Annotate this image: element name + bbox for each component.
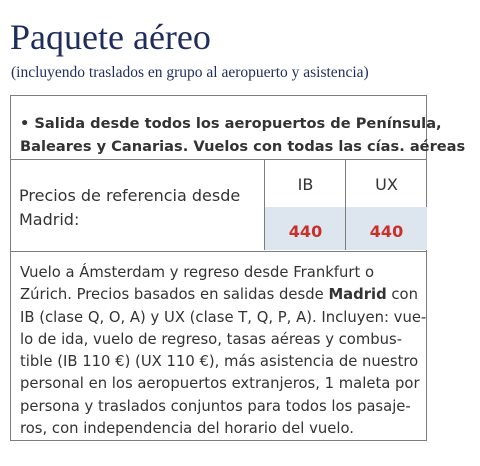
- page-subtitle: (incluyendo traslados en grupo al aeropuerto y asistencia): [11, 64, 369, 81]
- description-line: [20, 307, 427, 329]
- price-column-ux: [345, 160, 427, 250]
- description-line: [20, 262, 420, 284]
- description-text: Zúrich. Precios basados en salidas desde: [20, 286, 329, 304]
- package-description: [20, 262, 427, 440]
- description-line: [20, 329, 420, 351]
- description-text: Vuelo a Ámsterdam y regreso desde Frankfurt o: [20, 264, 374, 281]
- description-bold: Madrid: [328, 286, 387, 304]
- departure-info-line: • Salida desde todos los aeropuertos de Península,: [20, 115, 442, 132]
- description-line: [20, 284, 420, 306]
- description-text: personal en los aeropuertos extranjeros, 1 maleta por: [20, 375, 420, 393]
- description-text: persona y traslados conjuntos para todos los pasaje-: [20, 397, 411, 415]
- description-text: lo de ida, vuelo de regreso, tasas aéreas y combus-: [20, 330, 403, 348]
- description-line: [20, 373, 420, 395]
- departure-info-line: Baleares y Canarias. Vuelos con todas las cías. aéreas: [20, 138, 466, 155]
- description-line: [20, 396, 420, 418]
- description-text: IB (clase Q, O, A) y UX (clase T, Q, P, A). Incluyen: vue-: [20, 308, 427, 326]
- description-text: con: [386, 286, 418, 304]
- page-title: Paquete aéreo: [10, 17, 211, 57]
- description-text: ros, con independencia del horario del vuelo.: [20, 420, 354, 438]
- price-table: [11, 160, 426, 252]
- airline-code: UX: [375, 175, 398, 194]
- description-text: tible (IB 110 €) (UX 110 €), más asistencia de nuestro: [20, 353, 419, 371]
- flight-package-box: [10, 95, 466, 441]
- description-line: [20, 351, 420, 373]
- price-column-ib: [264, 160, 346, 250]
- description-line: [20, 418, 420, 440]
- price-label: Precios de referencia desde Madrid:: [19, 186, 241, 229]
- departure-info: [11, 96, 466, 160]
- price-value: 440: [265, 207, 346, 250]
- price-value: 440: [346, 207, 427, 250]
- airline-code: IB: [297, 175, 314, 194]
